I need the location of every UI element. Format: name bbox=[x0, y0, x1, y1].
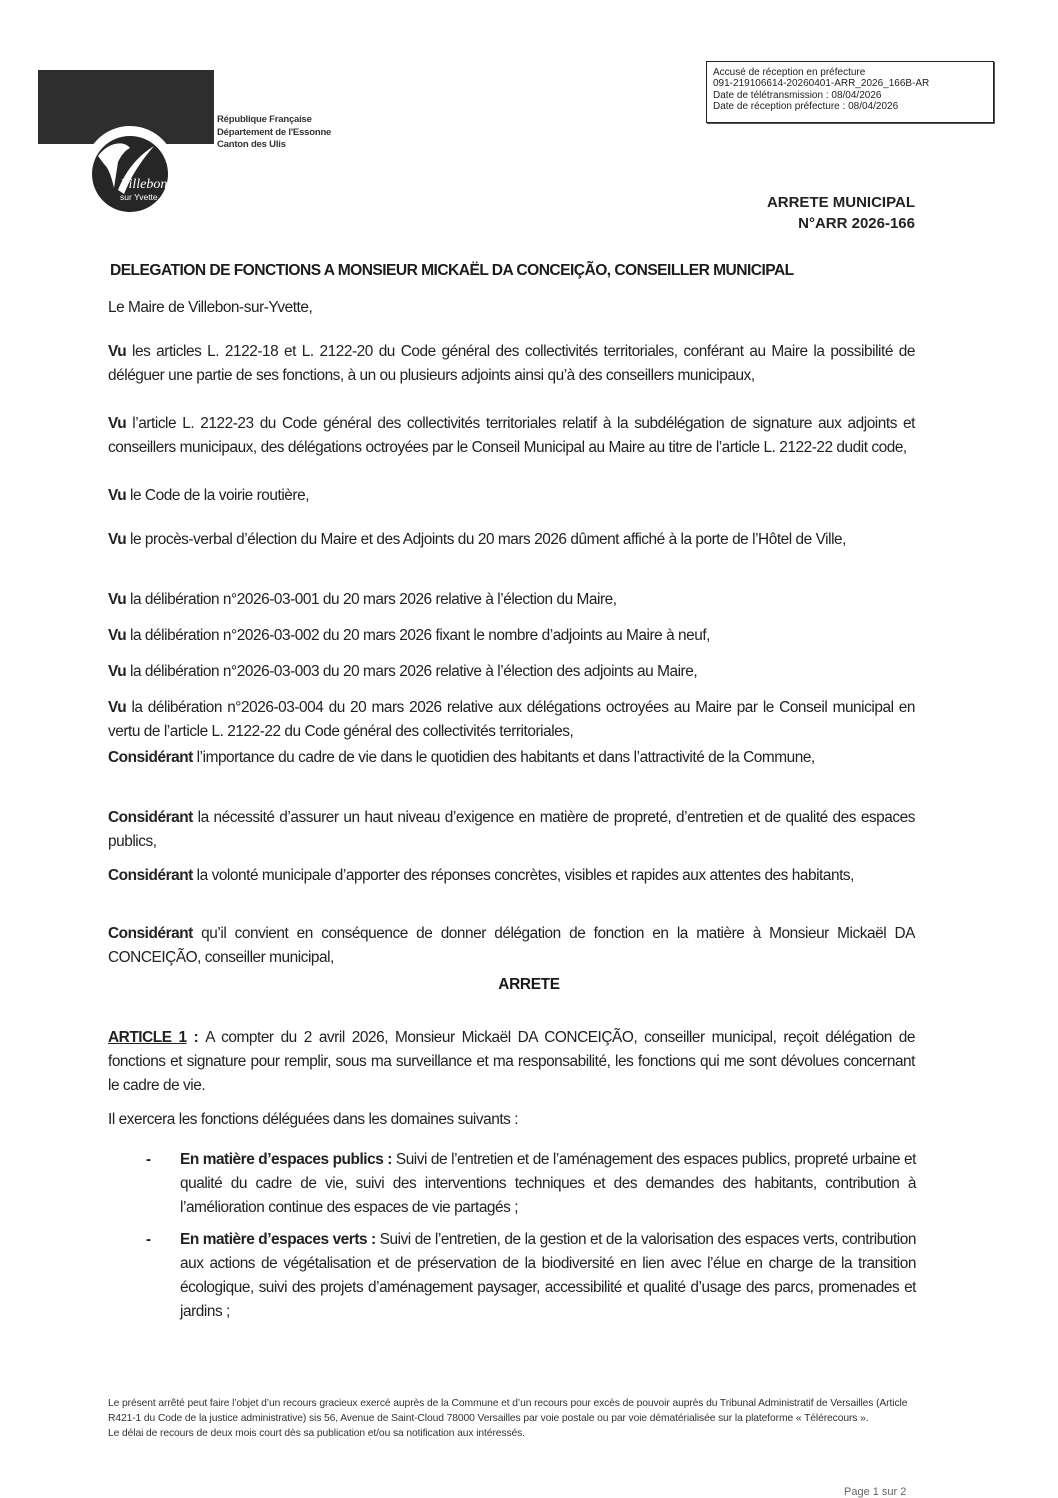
entity-line: Département de l'Essonne bbox=[217, 126, 332, 138]
visa-paragraph bbox=[108, 660, 915, 684]
domain-lead: En matière d’espaces verts : bbox=[180, 1231, 376, 1248]
stamp-line: Date de télétransmission : 08/04/2026 bbox=[713, 89, 882, 101]
visa-text: la délibération n°2026-03-001 du 20 mars 2026 relative à l’élection du Maire, bbox=[126, 591, 617, 608]
logo-text-sur-yvette: sur Yvette bbox=[120, 192, 158, 202]
visa-paragraph bbox=[108, 624, 915, 648]
visa-lead: Vu bbox=[108, 415, 127, 432]
visa-text: les articles L. 2122-18 et L. 2122-20 du Code général des collectivités territoriales, conférant au Maire la possibilité de déléguer une partie de ses fonctions, à un ou plusieurs adjoints ainsi qu’à des conseillers municipaux, bbox=[108, 343, 915, 384]
page-number: Page 1 sur 2 bbox=[844, 1486, 907, 1498]
visa-text: la délibération n°2026-03-003 du 20 mars 2026 relative à l’élection des adjoints au Maire, bbox=[126, 663, 698, 680]
visa-paragraph bbox=[108, 484, 915, 508]
visa-lead: Vu bbox=[108, 627, 127, 644]
considerant-text: l’importance du cadre de vie dans le quotidien des habitants et dans l’attractivité de la Commune, bbox=[192, 749, 815, 766]
document-header bbox=[767, 192, 915, 234]
visa-lead: Vu bbox=[108, 699, 127, 716]
document-title: DELEGATION DE FONCTIONS A MONSIEUR MICKAËL DA CONCEIÇÃO, CONSEILLER MUNICIPAL bbox=[110, 262, 794, 279]
visa-text: le Code de la voirie routière, bbox=[126, 487, 310, 504]
considerant-text: qu’il convient en conséquence de donner délégation de fonction en la matière à Monsieur Mickaël DA CONCEIÇÃO, conseiller municipal, bbox=[108, 925, 915, 966]
article-label: ARTICLE 1 bbox=[108, 1029, 187, 1046]
visa-lead: Vu bbox=[108, 591, 127, 608]
visa-lead: Vu bbox=[108, 663, 127, 680]
stamp-line: Accusé de réception en préfecture bbox=[713, 67, 866, 78]
stamp-line: 091-219106614-20260401-ARR_2026_166B-AR bbox=[713, 78, 930, 90]
considerant-text: la nécessité d’assurer un haut niveau d’exigence en matière de propreté, d’entretien et de qualité des espaces publics, bbox=[108, 809, 915, 850]
article-separator: : bbox=[186, 1029, 206, 1046]
considerant-lead: Considérant bbox=[108, 749, 193, 766]
domains-intro: Il exercera les fonctions déléguées dans les domaines suivants : bbox=[108, 1111, 519, 1128]
stamp-line: Date de réception préfecture : 08/04/2026 bbox=[713, 100, 899, 112]
visa-paragraph bbox=[108, 340, 915, 388]
considerant-paragraph bbox=[108, 806, 915, 854]
issuing-entity bbox=[217, 114, 331, 152]
legal-footer bbox=[108, 1396, 928, 1441]
visa-paragraph bbox=[108, 412, 915, 460]
intro-line: Le Maire de Villebon-sur-Yvette, bbox=[108, 299, 313, 316]
considerant-paragraph bbox=[108, 864, 915, 888]
visa-paragraph bbox=[108, 528, 915, 552]
footer-line: Le présent arrêté peut faire l’objet d’un recours gracieux exercé auprès de la Commune et d’un recours pour excès de pouvoir auprès du Tribunal Administratif de Versailles (Article R421-1 du Code de la justice administrative) sis 56, Avenue de Saint-Cloud 78000 Versailles par voie postale ou par voie dématérialisée sur la plateforme « Télérecours ». bbox=[108, 1398, 908, 1424]
considerant-lead: Considérant bbox=[108, 809, 193, 826]
footer-line: Le délai de recours de deux mois court dès sa publication et/ou sa notification aux intéressés. bbox=[108, 1428, 525, 1439]
considerant-lead: Considérant bbox=[108, 925, 193, 942]
logo-text-villebon: Villebon bbox=[121, 177, 168, 192]
domain-text: Suivi de l’entretien et de l’aménagement des espaces publics, propreté urbaine et qualité du cadre de vie, suivi des interventions techniques et des demandes des habitants, contribution à l’amélioration continue des espaces de vie partagés ; bbox=[180, 1151, 916, 1216]
domain-lead: En matière d’espaces publics : bbox=[180, 1151, 392, 1168]
visa-text: le procès-verbal d’élection du Maire et des Adjoints du 20 mars 2026 dûment affiché à la porte de l’Hôtel de Ville, bbox=[126, 531, 846, 548]
visa-paragraph bbox=[108, 696, 915, 744]
entity-line: République Française bbox=[217, 114, 312, 125]
article-1 bbox=[108, 1026, 915, 1098]
prefecture-receipt-stamp bbox=[706, 61, 994, 123]
document-type: ARRETE MUNICIPAL bbox=[766, 194, 915, 211]
visa-lead: Vu bbox=[108, 343, 127, 360]
visa-text: la délibération n°2026-03-002 du 20 mars 2026 fixant le nombre d’adjoints au Maire à neuf, bbox=[126, 627, 710, 644]
villebon-logo bbox=[38, 70, 214, 212]
article-text: A compter du 2 avril 2026, Monsieur Mickaël DA CONCEIÇÃO, conseiller municipal, reçoit délégation de fonctions et signature pour remplir, sous ma surveillance et ma responsabilité, les fonctions qui me sont dévolues concernant le cadre de vie. bbox=[108, 1029, 916, 1094]
considerant-lead: Considérant bbox=[108, 867, 193, 884]
list-item bbox=[180, 1148, 916, 1220]
visa-paragraph bbox=[108, 588, 915, 612]
visa-text: l’article L. 2122-23 du Code général des collectivités territoriales relatif à la subdélégation de signature aux adjoints et conseillers municipaux, des délégations octroyées par le Conseil Municipal au Maire au titre de l’article L. 2122-22 dudit code, bbox=[108, 415, 915, 456]
list-bullet: - bbox=[146, 1231, 152, 1248]
document-number: N°ARR 2026-166 bbox=[798, 215, 915, 232]
domain-text: Suivi de l’entretien, de la gestion et de la valorisation des espaces verts, contribution aux actions de végétalisation et de préservation de la biodiversité en lien avec l’élue en charge de la transition écologique, suivi des projets d’aménagement paysager, accessibilité et qualité d’usage des parcs, promenades et jardins ; bbox=[180, 1231, 916, 1320]
arrete-heading: ARRETE bbox=[498, 976, 560, 993]
considerant-text: la volonté municipale d’apporter des réponses concrètes, visibles et rapides aux attentes des habitants, bbox=[192, 867, 854, 884]
visa-lead: Vu bbox=[108, 487, 127, 504]
entity-line: Canton des Ulis bbox=[217, 139, 286, 150]
logo-emblem-icon bbox=[38, 70, 214, 212]
visa-lead: Vu bbox=[108, 531, 127, 548]
visa-text: la délibération n°2026-03-004 du 20 mars 2026 relative aux délégations octroyées au Maire par le Conseil municipal en vertu de l’article L. 2122-22 du Code général des collectivités territoriales, bbox=[108, 699, 915, 740]
considerant-paragraph bbox=[108, 746, 915, 770]
list-bullet: - bbox=[146, 1151, 152, 1168]
considerant-paragraph bbox=[108, 922, 915, 970]
list-item bbox=[180, 1228, 916, 1324]
